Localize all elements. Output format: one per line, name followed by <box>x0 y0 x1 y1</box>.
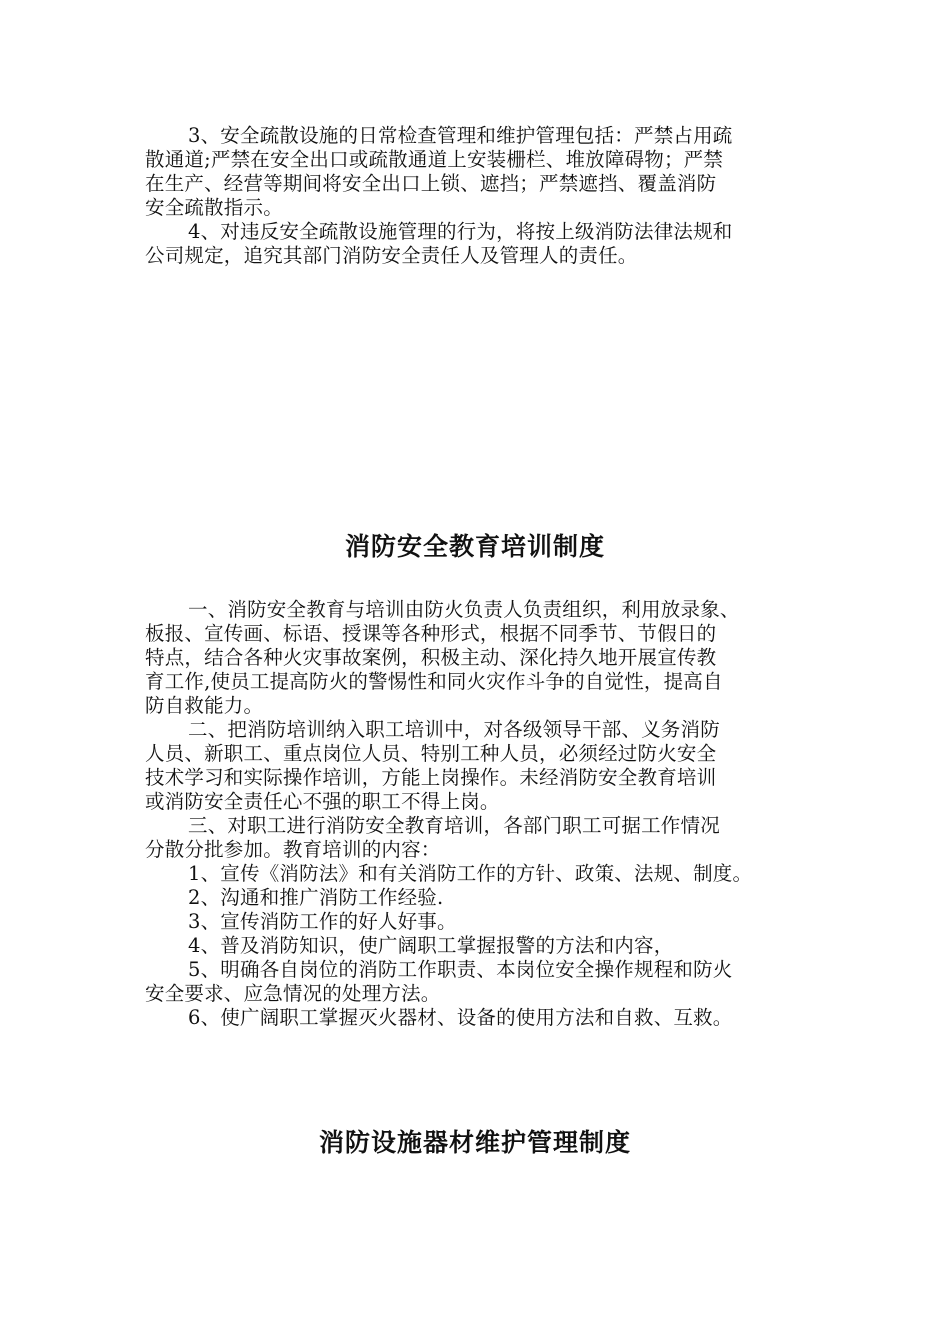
paragraph-line: 散通道;严禁在安全出口或疏散通道上安装栅栏、堆放障碍物；严禁 <box>145 148 724 171</box>
training-rules-paragraphs <box>145 598 815 1030</box>
paragraph-line: 3、安全疏散设施的日常检查管理和维护管理包括：严禁占用疏 <box>188 124 733 147</box>
paragraph-line: 安全疏散指示。 <box>145 196 283 219</box>
paragraph-line: 4、对违反安全疏散设施管理的行为，将按上级消防法律法规和 <box>188 220 733 243</box>
paragraph-line: 一、消防安全教育与培训由防火负责人负责组织，利用放录象、 <box>188 598 740 621</box>
evacuation-rules-paragraphs <box>145 124 815 268</box>
paragraph-line: 或消防安全责任心不强的职工不得上岗。 <box>145 790 500 813</box>
paragraph-line: 公司规定，追究其部门消防安全责任人及管理人的责任。 <box>145 244 638 267</box>
paragraph-line: 分散分批参加。教育培训的内容： <box>145 838 441 861</box>
list-item: 3、宣传消防工作的好人好事。 <box>188 910 457 933</box>
list-item: 4、普及消防知识，使广阔职工掌握报警的方法和内容， <box>188 934 674 957</box>
list-item: 6、使广阔职工掌握灭火器材、设备的使用方法和自救、互救。 <box>188 1006 733 1029</box>
section-title-maintenance: 消防设施器材维护管理制度 <box>318 1128 631 1157</box>
list-item: 1、宣传《消防法》和有关消防工作的方针、政策、法规、制度。 <box>188 862 753 885</box>
list-item: 5、明确各自岗位的消防工作职责、本岗位安全操作规程和防火 <box>188 958 733 981</box>
paragraph-line: 二、把消防培训纳入职工培训中，对各级领导干部、义务消防 <box>188 718 720 741</box>
paragraph-line: 板报、宣传画、标语、授课等各种形式，根据不同季节、节假日的 <box>145 622 717 645</box>
paragraph-line: 三、对职工进行消防安全教育培训，各部门职工可据工作情况 <box>188 814 720 837</box>
paragraph-line: 防自救能力。 <box>145 694 264 717</box>
paragraph-line: 育工作,使员工提高防火的警惕性和同火灾作斗争的自觉性，提高自 <box>145 670 723 693</box>
paragraph-line: 技术学习和实际操作培训，方能上岗操作。未经消防安全教育培训 <box>145 766 717 789</box>
list-item-continuation: 安全要求、应急情况的处理方法。 <box>145 982 441 1005</box>
paragraph-line: 特点，结合各种火灾事故案例，积极主动、深化持久地开展宣传教 <box>145 646 717 669</box>
paragraph-line: 在生产、经营等期间将安全出口上锁、遮挡；严禁遮挡、覆盖消防 <box>145 172 717 195</box>
paragraph-line: 人员、新职工、重点岗位人员、特别工种人员，必须经过防火安全 <box>145 742 717 765</box>
list-item: 2、沟通和推广消防工作经验. <box>188 886 444 909</box>
section-title-training: 消防安全教育培训制度 <box>344 532 605 561</box>
